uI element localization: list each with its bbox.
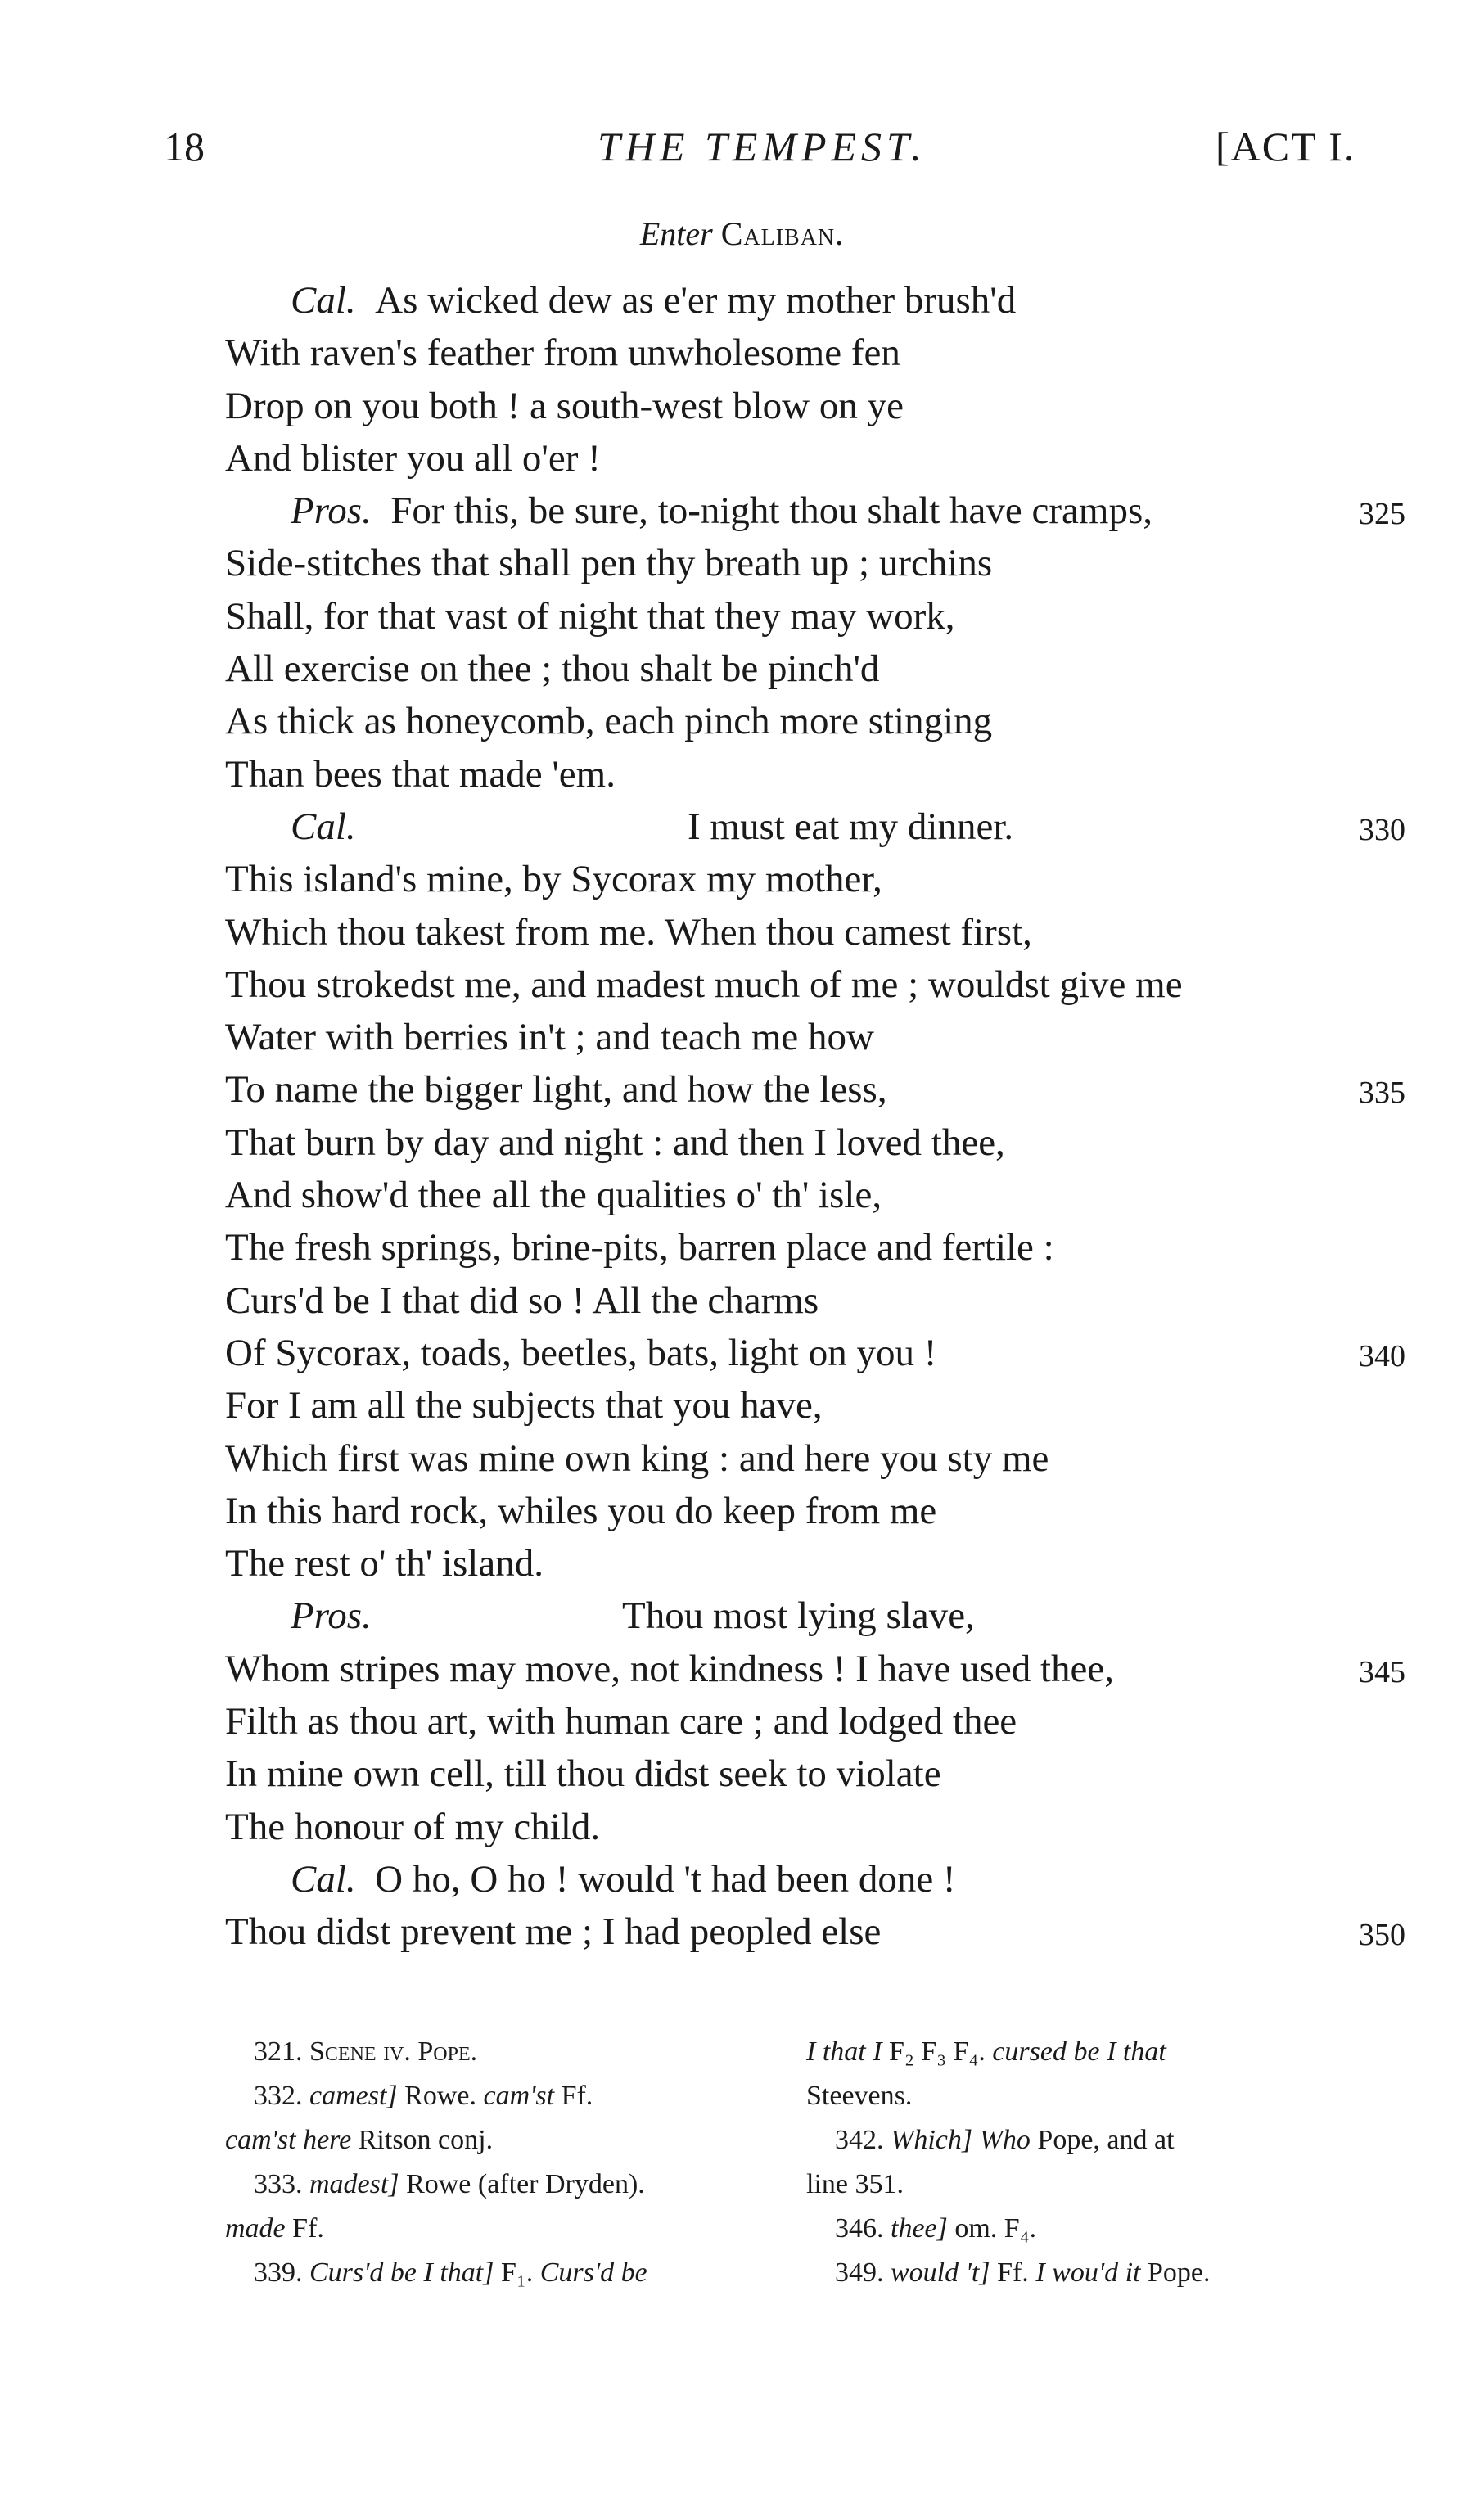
verse-line-content [225,1011,874,1063]
verse-line [0,1643,1484,1695]
note-text: Rowe. [404,2081,476,2111]
note-line-ref: 349. [835,2257,884,2288]
note-text: Ff. [997,2257,1029,2288]
verse-line [0,1063,1484,1116]
verse-line [0,643,1484,695]
verse-line-text: Which thou takest from me. When thou camest first, [225,910,1032,954]
verse-line [0,1590,1484,1642]
notes-right-column [806,2030,1363,2295]
verse-line [0,1432,1484,1485]
note-line [806,2030,1363,2074]
note-variant: Who [979,2125,1031,2155]
note-line-ref: 339. [254,2257,303,2288]
verse-line-content [225,643,879,695]
note-line [225,2030,782,2074]
verse-line [0,1801,1484,1853]
page-number: 18 [164,124,205,169]
page-header [0,123,1484,188]
verse-line [0,695,1484,747]
verse-line-content [225,1221,1054,1274]
verse-line-content [291,1590,975,1642]
note-continuation: Ff. [292,2213,324,2244]
verse-line [0,537,1484,589]
note-variant: cam'st [483,2081,555,2111]
verse-line [0,327,1484,379]
verse-line [0,1537,1484,1590]
verse-line-text: Shall, for that vast of night that they may work, [225,594,955,638]
note-lemma: Which] [891,2125,973,2155]
note-text: om. F₄. [954,2213,1037,2244]
verse-line-text: In this hard rock, whiles you do keep from me [225,1489,937,1532]
line-number: 325 [1359,497,1405,532]
verse-line-content [225,1432,1049,1485]
note-line [225,2074,782,2118]
verse-text [0,274,1484,1959]
verse-line-text: For I am all the subjects that you have, [225,1384,823,1427]
verse-line-text: Thou most lying slave, [622,1594,975,1638]
verse-line-content [225,1169,882,1221]
verse-line-content [225,748,616,801]
note-continuation: F₂ F₃ F₄. [889,2036,986,2067]
verse-line [0,853,1484,905]
verse-line [0,1905,1484,1958]
verse-line-content [225,958,1183,1011]
verse-line [0,1169,1484,1221]
note-text-tail: Pope. [1147,2257,1211,2288]
verse-line-text: Drop on you both ! a south-west blow on ye [225,384,904,427]
note-italic-text: made [225,2213,286,2244]
verse-line [0,1485,1484,1537]
verse-line-content [291,274,1016,327]
speaker-name: Cal. [291,279,356,322]
act-label: [ACT I. [1216,124,1356,169]
speaker-name: Cal. [291,1857,356,1901]
verse-line [0,485,1484,537]
note-text: Rowe (after Dryden). [406,2169,645,2199]
verse-line [0,380,1484,432]
verse-line-text: Curs'd be I that did so ! All the charms [225,1279,819,1322]
verse-line-text: As wicked dew as e'er my mother brush'd [375,279,1017,322]
note-line [806,2163,1363,2207]
note-italic-text: cursed be I that [992,2036,1166,2067]
note-line [806,2118,1363,2163]
note-line [225,2118,782,2163]
note-line-ref: 333. [254,2169,303,2199]
verse-line-content [225,1801,600,1853]
speaker-name: Pros. [291,489,372,533]
line-number: 350 [1359,1918,1405,1953]
verse-line [0,274,1484,327]
verse-line-text: Of Sycorax, toads, beetles, bats, light on you ! [225,1331,937,1374]
speaker-name: Cal. [291,805,356,848]
verse-line-text: This island's mine, by Sycorax my mother, [225,858,882,901]
verse-line-text: The rest o' th' island. [225,1542,544,1585]
verse-line-text: The fresh springs, brine-pits, barren place and fertile : [225,1226,1054,1270]
note-line [225,2251,782,2295]
note-lemma: camest] [309,2081,398,2111]
note-variant: I wou'd it [1035,2257,1141,2288]
verse-line-content [225,1327,936,1379]
verse-line [0,1011,1484,1063]
verse-line [0,748,1484,801]
verse-line-content [225,432,601,485]
stage-direction-character: Caliban. [720,215,845,252]
note-line-ref: 321. [254,2036,303,2067]
verse-line-content [225,853,882,905]
verse-line-content [225,1695,1017,1748]
verse-line-content [291,485,1152,537]
verse-line [0,432,1484,485]
note-italic-text: I that I [806,2036,882,2067]
note-text: Scene iv. Pope. [309,2036,478,2067]
note-lemma: madest] [309,2169,399,2199]
verse-line-text: Than bees that made 'em. [225,752,616,796]
verse-line-text: Water with berries in't ; and teach me how [225,1016,874,1059]
verse-line-text: All exercise on thee ; thou shalt be pinch'd [225,647,880,691]
verse-line [0,1379,1484,1432]
verse-line-text: In mine own cell, till thou didst seek to violate [225,1752,941,1796]
note-line-ref: 342. [835,2125,884,2155]
note-line [806,2251,1363,2295]
verse-line-content [291,1853,956,1905]
note-text-tail: Ff. [561,2081,593,2111]
notes-left-column [225,2030,782,2295]
verse-line-text: To name the bigger light, and how the less, [225,1068,887,1112]
verse-line-text: Which first was mine own king : and here you sty me [225,1436,1049,1480]
verse-line-text: I must eat my dinner. [688,805,1014,848]
verse-line-text: That burn by day and night : and then I loved thee, [225,1121,1005,1164]
note-continuation: line 351. [806,2169,904,2199]
verse-line-content [225,380,904,432]
line-number: 335 [1359,1076,1405,1111]
note-italic-text: cam'st here [225,2125,352,2155]
verse-line-content [291,801,1014,853]
verse-line-text: For this, be sure, to-night thou shalt have cramps, [390,489,1153,533]
note-line [806,2207,1363,2251]
stage-direction [0,214,1484,253]
note-line-ref: 346. [835,2213,884,2244]
note-text: Pope, and at [1037,2125,1175,2155]
note-line-ref: 332. [254,2081,303,2111]
verse-line-text: O ho, O ho ! would 't had been done ! [375,1857,956,1901]
line-number: 340 [1359,1338,1405,1373]
verse-line-content [225,1905,881,1958]
verse-line-content [225,1485,936,1537]
note-lemma: would 't] [891,2257,990,2288]
note-variant: Curs'd be [539,2257,647,2288]
verse-line-content [225,327,900,379]
verse-line-text: With raven's feather from unwholesome fen [225,331,900,375]
line-number: 330 [1359,812,1405,847]
verse-line-text: Side-stitches that shall pen thy breath up ; urchins [225,542,993,585]
verse-line [0,801,1484,853]
note-continuation: Ritson conj. [358,2125,494,2155]
note-continuation: Steevens. [806,2081,913,2111]
speaker-name: Pros. [291,1594,372,1638]
note-lemma: Curs'd be I that] [309,2257,494,2288]
verse-line-content [225,537,992,589]
verse-line-content [225,906,1032,958]
verse-line-text: Thou didst prevent me ; I had peopled else [225,1910,882,1954]
verse-line [0,590,1484,643]
verse-line-text: The honour of my child. [225,1805,601,1848]
verse-line-text: Thou strokedst me, and madest much of me ; wouldst give me [225,963,1183,1006]
verse-line-content [225,1063,887,1116]
stage-direction-verb: Enter [639,215,713,252]
note-line [225,2207,782,2251]
verse-line-text: And show'd thee all the qualities o' th' isle, [225,1174,882,1217]
verse-line-content [225,1116,1005,1169]
verse-line-text: And blister you all o'er ! [225,436,601,480]
verse-line [0,1695,1484,1748]
verse-line [0,1274,1484,1327]
verse-line [0,906,1484,958]
verse-line [0,958,1484,1011]
verse-line-content [225,1643,1114,1695]
note-text: F₁. [500,2257,534,2288]
running-title: THE TEMPEST. [598,124,927,169]
verse-line-content [225,1379,823,1432]
verse-line-content [225,1274,819,1327]
verse-line-content [225,1537,544,1590]
verse-line [0,1116,1484,1169]
verse-line-content [225,590,955,643]
verse-line-text: As thick as honeycomb, each pinch more stinging [225,700,993,743]
note-lemma: thee] [891,2213,948,2244]
note-line [806,2074,1363,2118]
verse-line-text: Whom stripes may move, not kindness ! I have used thee, [225,1647,1114,1690]
note-line [225,2163,782,2207]
verse-line-text: Filth as thou art, with human care ; and lodged thee [225,1700,1017,1743]
verse-line [0,1327,1484,1379]
verse-line [0,1853,1484,1905]
verse-line [0,1221,1484,1274]
line-number: 345 [1359,1654,1405,1689]
verse-line [0,1748,1484,1800]
verse-line-content [225,695,992,747]
verse-line-content [225,1748,941,1800]
